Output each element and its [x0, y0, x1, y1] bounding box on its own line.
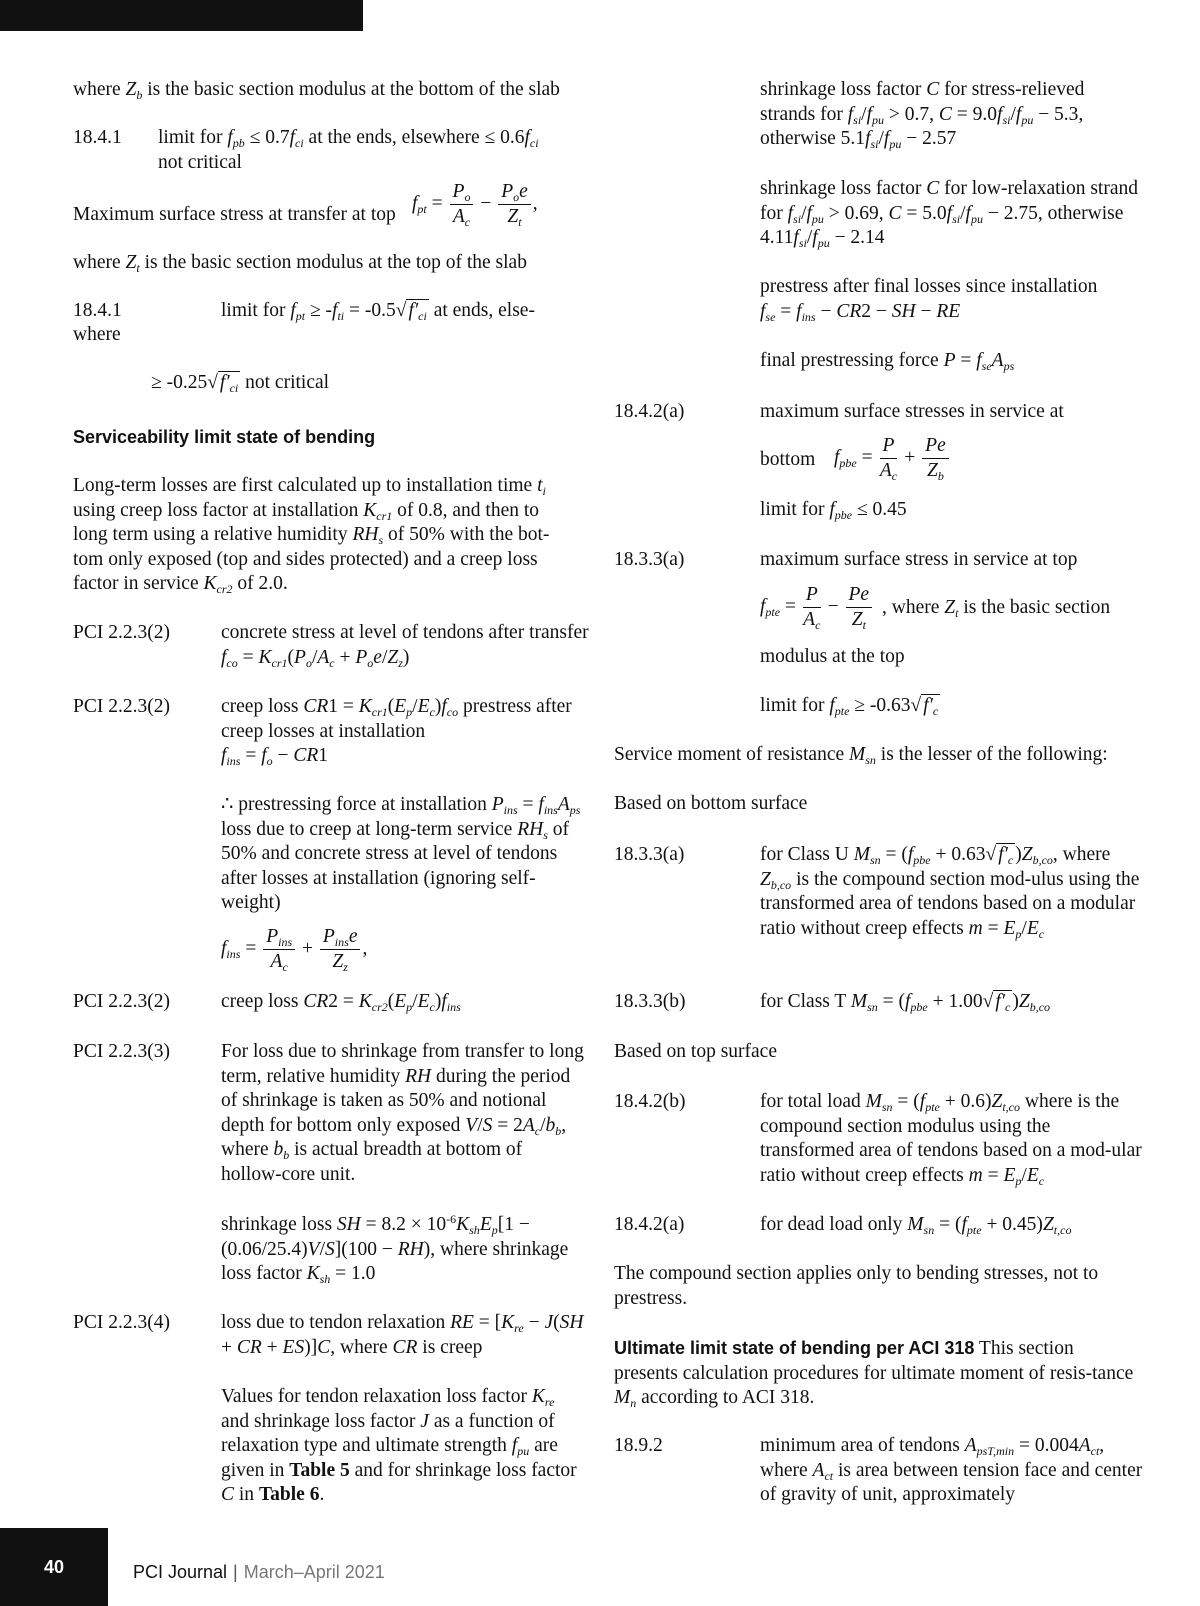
limit-fpte: limit for $f_{pte} \ge -0.63√$ $f'_c$ [760, 695, 939, 718]
issue-date: March–April 2021 [243, 1562, 385, 1582]
shrinkage-sh: shrinkage loss SH = $8.2 \times 10^{-6}K_{sh}E_p[1 - (0.06/25.4)V/S](100 - RH)$, where shrinkage loss factor $K_{sh} = 1.0$ [221, 1212, 569, 1286]
ultimate-heading: Ultimate limit state of bending per ACI 318 [614, 1338, 975, 1358]
tendon-relaxation: loss due to tendon relaxation RE = [$K_{re} - J(SH$ + CR + ES)]C, where CR is creep [221, 1312, 584, 1358]
ref-pci-5: PCI 2.2.3(4) [73, 1312, 170, 1333]
fpte-equation: $f_{pte}$ = $\frac{P}{A_c}$ − $\frac{Pe}{Z_t}$ [760, 583, 874, 632]
prestress-installation: ∴ prestressing force at installation $P_{ins} = f_{ins}A_{ps}$ loss due to creep at long-term service $RH_s$ of 50% and concrete stress at level of tendons after losses at installation (ignoring self-weight) [221, 794, 581, 913]
limit-fpb: limit for $f_{pb} \le 0.7f_{ci}$ at the ends, elsewhere ≤ $0.6f_{ci}$ not critical [158, 127, 539, 173]
max-surface-stress-top: Maximum surface stress at transfer at top [73, 204, 396, 225]
bottom-label: bottom [760, 449, 816, 470]
max-surface-service: maximum surface stresses in service at [760, 401, 1064, 422]
fpt-equation: $f_{pt}$ = $\frac{P_o}{A_c}$ − $\frac{P_oe}{Z_t}$ , [412, 181, 538, 229]
concrete-stress: concrete stress at level of tendons after transfer $f_{co} = K_{cr1}(P_o/A_c + P_oe/Z_z)$ [221, 622, 589, 670]
class-t: for Class T $M_{sn} = (f_{pbe} + 1.00√$ $f'_c$ )$Z_{b,co}$ [760, 991, 1051, 1014]
prestress-final: prestress after final losses since installation $f_{se} = f_{ins} - CR2$ − SH − RE [760, 276, 1098, 324]
based-bottom: Based on bottom surface [614, 793, 808, 814]
ref-where: where [73, 324, 121, 345]
ref-pci-3: PCI 2.2.3(2) [73, 991, 170, 1012]
footer-separator: | [233, 1562, 238, 1582]
header-bar [0, 0, 363, 31]
zt-definition: where $Z_t$ is the basic section modulus at the top of the slab [73, 252, 527, 275]
dead-load: for dead load only $M_{sn} = (f_{pte} + 0.45)Z_{t,co}$ [760, 1214, 1072, 1237]
shrinkage-paragraph: For loss due to shrinkage from transfer to long term, relative humidity RH during the period of shrinkage is taken as 50% and notional depth for bottom only exposed $V/S = 2A_c/b_b$, where $b_b$ is actual breadth at bottom of hollow-core unit. [221, 1041, 584, 1185]
not-critical-line: ≥ -0.25√ $f'_{ci}$ not critical [151, 372, 330, 395]
ref-18-4-1-a: 18.4.1 [73, 127, 122, 148]
ref-18-4-2b: 18.4.2(b) [614, 1091, 686, 1112]
page-number: 40 [43, 1556, 65, 1577]
ref-18-3-3b: 18.3.3(b) [614, 991, 686, 1012]
class-u: for Class U $M_{sn} = (f_{pbe} + 0.63√$ $f'_c$ )$Z_{b,co}$, where $Z_{b,co}$ is the compound section mod-ulus using the transformed area of tendons based on a modular ratio without creep effects $m = E_p/E_c$ [760, 844, 1140, 941]
creep-loss-cr1: creep loss $CR1 = K_{cr1}(E_p/E_c)f_{co}$ prestress after creep losses at installation $f_{ins} = f_o - CR1$ [221, 696, 572, 768]
final-prestressing-force: final prestressing force $P = f_{se}A_{ps}$ [760, 350, 1015, 373]
shrink-low-relaxation: shrinkage loss factor C for low-relaxation strand for $f_{si}/f_{pu} > 0.69$, $C = 5.0f_{si}/f_{pu} - 2.75$, otherwise $4.11f_{si}/f_{pu} - 2.14$ [760, 178, 1138, 250]
ref-18-4-2a-2: 18.4.2(a) [614, 1214, 685, 1235]
total-load: for total load $M_{sn} = (f_{pte} + 0.6)Z_{t,co}$ where is the compound section modulus using the transformed area of tendons based on a mod-ular ratio without creep effects $m = E_p/E_c$ [760, 1091, 1142, 1188]
footer-journal [133, 1560, 385, 1585]
max-surface-service-top: maximum surface stress in service at top [760, 549, 1078, 570]
ultimate-paragraph: Ultimate limit state of bending per ACI 318 This section presents calculation procedures for ultimate moment of resis-tance $M_n$ according to ACI 318. [614, 1338, 1134, 1410]
based-top: Based on top surface [614, 1041, 777, 1062]
fpbe-equation: $f_{pbe}$ = $\frac{P}{A_c}$ + $\frac{Pe}{Z_b}$ [834, 434, 951, 483]
min-area-tendons: minimum area of tendons $A_{psT,min} = 0.004A_{ct}$, where $A_{ct}$ is area between tension face and center of gravity of unit, approximately [760, 1435, 1143, 1505]
journal-name: PCI Journal [133, 1562, 228, 1582]
ref-18-3-3a-2: 18.3.3(a) [614, 844, 685, 865]
fins-equation: $f_{ins}$ = $\frac{P_{ins}}{A_c}$ + $\frac{P_{ins}e}{Z_z}$ , [221, 926, 368, 974]
service-moment: Service moment of resistance $M_{sn}$ is the lesser of the following: [614, 744, 1108, 767]
limit-fpbe: limit for $f_{pbe} \le 0.45$ [760, 499, 907, 522]
ref-18-4-1-b: 18.4.1 [73, 300, 122, 321]
ref-18-3-3a-1: 18.3.3(a) [614, 549, 685, 570]
ref-18-9-2: 18.9.2 [614, 1435, 663, 1456]
where-zt-label: , where $Z_t$ is the basic section [882, 597, 1111, 620]
limit-fpt: limit for $f_{pt} \ge -f_{ti} = -0.5√$ $f'_{ci}$ at ends, else- [221, 300, 535, 323]
compound-note: The compound section applies only to bending stresses, not to prestress. [614, 1263, 1099, 1309]
ref-18-4-2a-1: 18.4.2(a) [614, 401, 685, 422]
long-term-paragraph: Long-term losses are first calculated up to installation time $t_i$ using creep loss factor at installation $K_{cr1}$ of 0.8, and then to long term using a relative humidity $RH_s$ of 50% with the bot-tom only exposed (top and sides protected) and a creep loss factor in service $K_{cr2}$ of 2.0. [73, 475, 550, 596]
ref-pci-2: PCI 2.2.3(2) [73, 696, 170, 717]
modulus-top: modulus at the top [760, 646, 905, 667]
page-number-block [0, 1528, 108, 1606]
shrink-stress-relieved: shrinkage loss factor C for stress-relieved strands for $f_{si}/f_{pu} > 0.7$, $C = 9.0f_{si}/f_{pu} - 5.3$, otherwise $5.1f_{si}/f_{pu} - 2.57$ [760, 79, 1085, 151]
section-heading: Serviceability limit state of bending [73, 427, 376, 447]
ref-pci-4: PCI 2.2.3(3) [73, 1041, 170, 1062]
ref-pci-1: PCI 2.2.3(2) [73, 622, 170, 643]
values-paragraph: Values for tendon relaxation loss factor $K_{re}$ and shrinkage loss factor J as a function of relaxation type and ultimate strength $f_{pu}$ are given in Table 5 and for shrinkage loss factor C in Table 6. [221, 1386, 577, 1505]
zb-definition: where $Z_b$ is the basic section modulus at the bottom of the slab [73, 79, 560, 102]
creep-loss-cr2: creep loss $CR2 = K_{cr2}(E_p/E_c)f_{ins}$ [221, 991, 461, 1014]
